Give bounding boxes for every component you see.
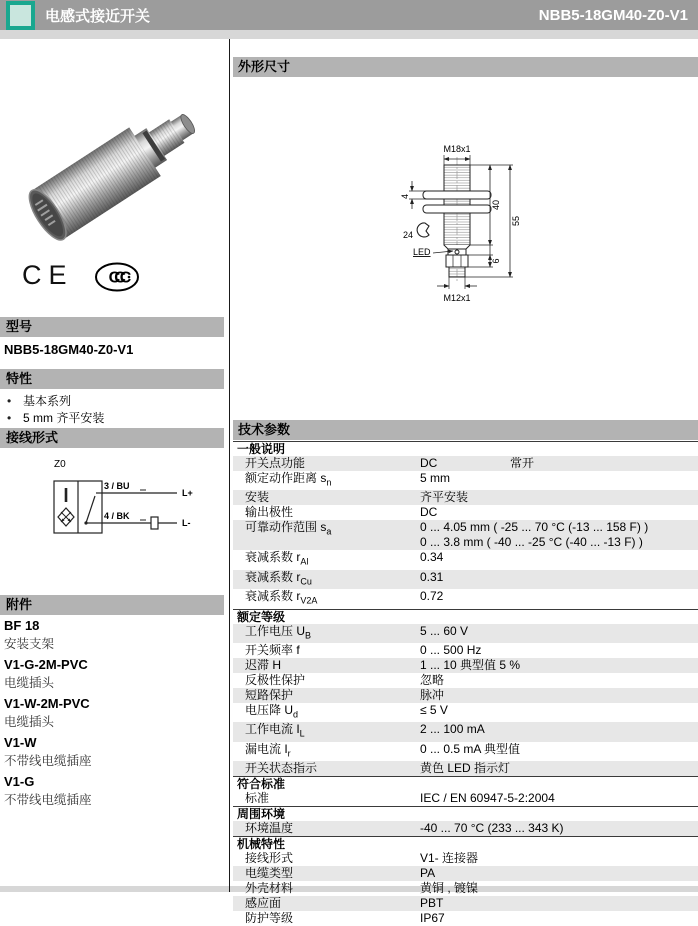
dimension-drawing — [395, 143, 540, 306]
spec-label: 工作电流 $I_L$ — [245, 722, 305, 739]
spec-value — [420, 570, 698, 589]
spec-value — [420, 624, 698, 643]
spec-value — [420, 471, 698, 490]
bullet-icon: • — [7, 394, 12, 408]
section-heading-connection: 接线形式 — [0, 428, 224, 448]
section-heading-features: 特性 — [0, 369, 224, 389]
spec-label: 防护等级 — [245, 911, 294, 926]
spec-value — [420, 658, 698, 673]
wiring-designation: Z0 — [54, 459, 66, 470]
dim-thread-bottom: M12x1 — [443, 293, 471, 303]
spec-value — [420, 688, 698, 703]
spec-value-line: 1 ... 10 典型值 5 % — [420, 657, 521, 672]
dim-total-length: 55 — [511, 215, 521, 227]
spec-value-line: 0 ... 3.8 mm ( -40 ... -25 °C (-40 ... -13 F) ) — [420, 535, 643, 550]
spec-value — [420, 490, 698, 505]
spec-value-line: 黄色 LED 指示灯 — [420, 761, 511, 776]
wire1-label: 3 / BU — [104, 481, 130, 491]
page-title: 电感式接近开关 — [45, 7, 151, 25]
spec-value-line: 忽略 — [420, 672, 445, 687]
spec-value-line: 0 ... 500 Hz — [420, 642, 482, 657]
spec-row — [233, 742, 698, 761]
spec-label: 外壳材料 — [245, 881, 294, 896]
page-header — [0, 0, 698, 30]
spec-value — [420, 761, 698, 776]
spec-label: 电缆类型 — [245, 866, 294, 881]
spec-row — [233, 520, 698, 550]
svg-text:CCC: CCC — [108, 269, 126, 287]
spec-value — [420, 722, 698, 741]
spec-value-line: 2 ... 100 mA — [420, 722, 485, 737]
spec-value — [420, 589, 698, 608]
spec-row — [233, 589, 698, 608]
spec-label: 电压降 $U_d$ — [245, 702, 299, 720]
spec-label: 工作电压 $U_B$ — [245, 623, 312, 640]
spec-label: 额定动作距离 $s_n$ — [245, 471, 332, 488]
spec-value-line: 齐平安装 — [420, 490, 469, 505]
dim-connector-height: 6 — [491, 258, 501, 264]
spec-value-line: PA — [420, 866, 436, 881]
spec-row — [233, 624, 698, 643]
spec-value — [420, 703, 698, 722]
spec-label: 开关状态指示 — [245, 761, 318, 776]
spec-value-line: 0 ... 4.05 mm ( -25 ... 70 °C (-13 ... 158 F) ) — [420, 520, 649, 535]
terminal1-label: L+ — [182, 488, 193, 498]
spec-value — [420, 456, 698, 471]
feature-text: 基本系列 — [23, 394, 72, 408]
spec-label: 衰减系数 $r_{Cu}$ — [245, 569, 312, 587]
accessory-desc: 安装支架 — [4, 637, 55, 651]
spec-row — [233, 673, 698, 688]
spec-value-line: -40 ... 70 °C (233 ... 343 K) — [420, 821, 564, 836]
wiring-diagram — [36, 455, 201, 555]
spec-row — [233, 722, 698, 741]
wrench-icon — [417, 223, 429, 237]
spec-label: 衰减系数 $r_{Al}$ — [245, 550, 309, 567]
accessory-name: V1-W-2M-PVC — [4, 696, 90, 711]
accessory-name: V1-G-2M-PVC — [4, 657, 88, 672]
spec-value-line: 0.72 — [420, 589, 444, 604]
dim-nut-height: 4 — [400, 193, 410, 199]
spec-section-title: 额定等级 — [233, 609, 698, 624]
spec-value-line: ≤ 5 V — [420, 702, 448, 717]
accessory-name: V1-W — [4, 735, 37, 750]
spec-row — [233, 505, 698, 520]
spec-value-line: 5 ... 60 V — [420, 623, 469, 638]
spec-section-title: 机械特性 — [233, 836, 698, 851]
spec-row — [233, 490, 698, 505]
spec-label: 漏电流 $I_r$ — [245, 741, 291, 759]
spec-value-line: DC — [420, 505, 438, 520]
spec-label: 短路保护 — [245, 687, 294, 702]
section-heading-model: 型号 — [0, 317, 224, 337]
spec-value — [420, 911, 698, 926]
wire2-label: 4 / BK — [104, 511, 130, 521]
header-separator — [0, 30, 698, 39]
spec-value — [420, 821, 698, 836]
spec-value — [420, 742, 698, 761]
spec-row — [233, 791, 698, 806]
spec-label: 开关点功能 — [245, 456, 306, 470]
spec-value — [420, 791, 698, 806]
spec-value-line: IP67 — [420, 911, 445, 926]
section-heading-tech: 技术参数 — [233, 420, 698, 440]
spec-value-line: 黄铜 , 镀镍 — [420, 881, 479, 896]
spec-value-line: 0.34 — [420, 550, 444, 565]
spec-row — [233, 761, 698, 776]
spec-row — [233, 851, 698, 866]
spec-label: 迟滞 H — [245, 657, 282, 672]
accessory-desc: 电缆插头 — [4, 715, 55, 729]
brand-square-icon — [6, 1, 35, 30]
spec-value-line: 5 mm — [420, 471, 450, 485]
dim-wrench-size: 24 — [403, 230, 414, 240]
accessories-list — [4, 616, 222, 811]
spec-row — [233, 456, 698, 471]
bullet-icon: • — [7, 411, 12, 425]
spec-value — [420, 673, 698, 688]
spec-value — [420, 866, 698, 881]
spec-value — [420, 881, 698, 896]
model-value: NBB5-18GM40-Z0-V1 — [4, 342, 134, 357]
spec-value-primary: DC — [420, 456, 438, 470]
section-heading-accessories: 附件 — [0, 595, 224, 615]
accessory-name: BF 18 — [4, 618, 40, 633]
spec-value-line: 0.31 — [420, 569, 444, 584]
features-list — [4, 393, 104, 427]
spec-row — [233, 658, 698, 673]
spec-value-line: 脉冲 — [420, 687, 445, 702]
accessory-desc: 不带线电缆插座 — [4, 793, 92, 807]
ccc-logo — [92, 260, 142, 295]
column-divider — [229, 39, 230, 892]
feature-text: 5 mm 齐平安装 — [23, 411, 105, 425]
spec-label: 开关频率 f — [245, 642, 300, 657]
accessory-desc: 不带线电缆插座 — [4, 754, 92, 768]
feature-item — [4, 393, 104, 410]
spec-section-title: 一般说明 — [233, 441, 698, 456]
spec-value — [420, 643, 698, 658]
spec-value-line: PBT — [420, 896, 444, 911]
spec-label: 标准 — [245, 791, 270, 806]
section-heading-dimensions: 外形尺寸 — [233, 57, 698, 77]
spec-row — [233, 896, 698, 911]
spec-value — [420, 851, 698, 866]
dim-led-label: LED — [413, 247, 431, 257]
spec-label: 感应面 — [245, 896, 282, 911]
spec-row — [233, 911, 698, 926]
feature-item — [4, 410, 104, 427]
spec-value — [420, 550, 698, 569]
spec-row — [233, 866, 698, 881]
spec-section-title: 符合标准 — [233, 776, 698, 791]
spec-table — [233, 441, 698, 926]
spec-value-secondary: 常开 — [510, 456, 535, 470]
spec-row — [233, 821, 698, 836]
spec-label: 衰减系数 $r_{V2A}$ — [245, 589, 318, 606]
spec-row — [233, 570, 698, 589]
spec-value — [420, 505, 698, 520]
spec-label: 输出极性 — [245, 505, 294, 520]
spec-value-line: 0 ... 0.5 mA 典型值 — [420, 741, 521, 756]
load-symbol-icon — [151, 517, 158, 529]
spec-value-line: IEC / EN 60947-5-2:2004 — [420, 791, 555, 806]
spec-label: 反极性保护 — [245, 672, 306, 687]
spec-section-title: 周围环境 — [233, 806, 698, 821]
accessory-desc: 电缆插头 — [4, 676, 55, 690]
ce-logo: CE — [22, 260, 74, 290]
terminal2-label: L- — [182, 518, 191, 528]
spec-row — [233, 688, 698, 703]
spec-row — [233, 643, 698, 658]
spec-label: 安装 — [245, 490, 270, 505]
accessory-name: V1-G — [4, 774, 35, 789]
spec-row — [233, 881, 698, 896]
spec-value — [420, 896, 698, 911]
dim-body-length: 40 — [491, 199, 501, 211]
spec-label: 可靠动作范围 $s_a$ — [245, 520, 332, 537]
product-number: NBB5-18GM40-Z0-V1 — [538, 6, 688, 24]
spec-row — [233, 550, 698, 569]
spec-label: 环境温度 — [245, 821, 294, 836]
product-photo — [18, 48, 204, 253]
spec-value — [420, 520, 698, 550]
spec-row — [233, 471, 698, 490]
dim-thread-top: M18x1 — [443, 144, 471, 154]
spec-row — [233, 703, 698, 722]
spec-value-line: V1- 连接器 — [420, 851, 479, 866]
spec-label: 接线形式 — [245, 851, 294, 866]
